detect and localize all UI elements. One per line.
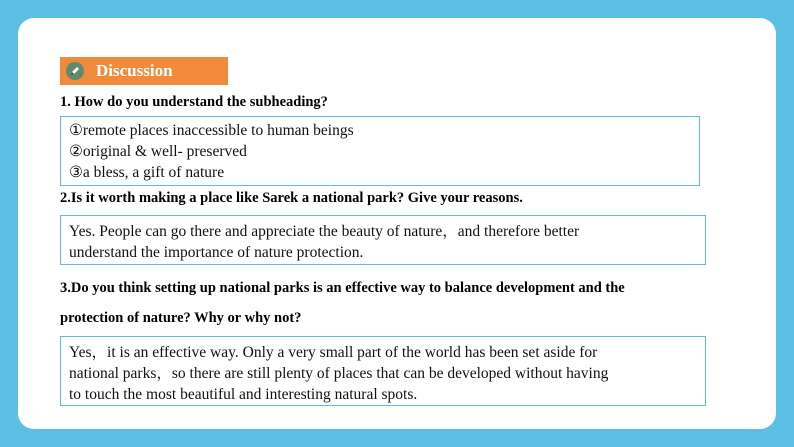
answer-1-item: ②original & well- preserved — [69, 143, 247, 160]
answer-box-1 — [60, 116, 700, 186]
answer-1-item: ①remote places inaccessible to human beings — [69, 122, 354, 139]
answer-box-3 — [60, 336, 706, 406]
answer-3-line: Yes，it is an effective way. Only a very small part of the world has been set aside for — [69, 344, 598, 361]
answer-2-line: understand the importance of nature protection. — [69, 244, 364, 261]
answer-3-line: to touch the most beautiful and interesting natural spots. — [69, 386, 418, 403]
answer-box-2 — [60, 215, 706, 265]
question-2: 2.Is it worth making a place like Sarek a national park? Give your reasons. — [60, 190, 523, 206]
question-3-line-2: protection of nature? Why or why not? — [60, 310, 302, 326]
answer-2-line: Yes. People can go there and appreciate the beauty of nature，and therefore better — [69, 223, 580, 240]
answer-1-item: ③a bless, a gift of nature — [69, 164, 225, 181]
question-1: 1. How do you understand the subheading? — [60, 94, 328, 110]
answer-3-line: national parks，so there are still plenty of places that can be developed without having — [69, 365, 609, 382]
discussion-title: Discussion — [96, 61, 173, 80]
pencil-icon — [66, 62, 84, 80]
question-3-line-1: 3.Do you think setting up national parks is an effective way to balance development and the — [60, 280, 625, 296]
discussion-badge — [60, 57, 228, 85]
